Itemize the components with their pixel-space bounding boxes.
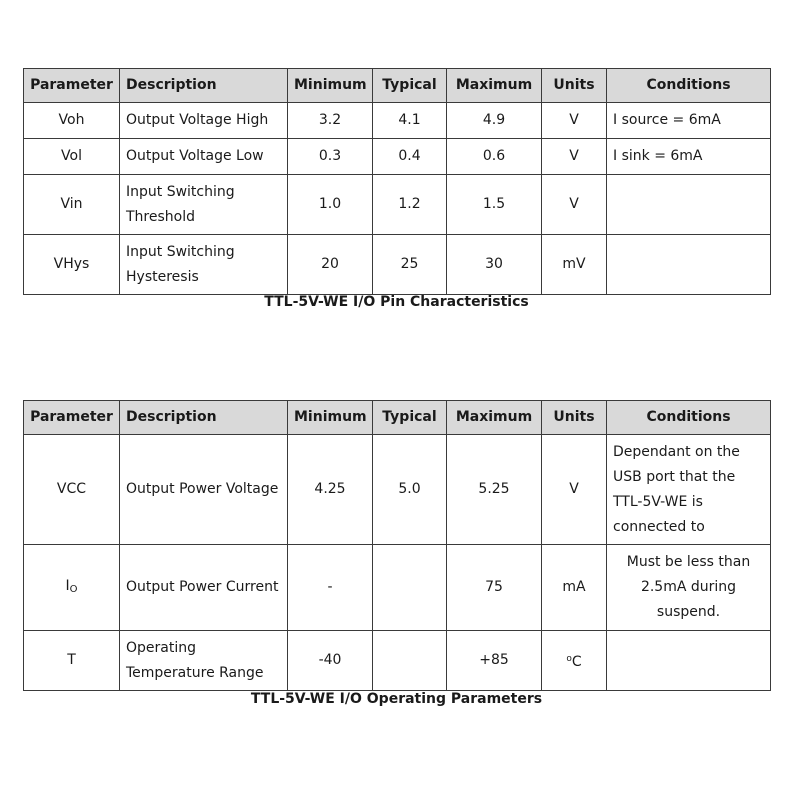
units-main: C xyxy=(571,653,582,670)
description-cell: Input Switching Hysteresis xyxy=(120,235,288,295)
param-subscript: O xyxy=(69,583,78,595)
minimum-cell: 3.2 xyxy=(288,103,373,139)
conditions-cell: Must be less than 2.5mA during suspend. xyxy=(607,545,771,631)
table-row xyxy=(24,175,771,235)
param-cell: T xyxy=(24,631,120,691)
param-cell: Voh xyxy=(24,103,120,139)
table-row xyxy=(24,435,771,545)
minimum-cell: - xyxy=(288,545,373,631)
degree-superscript: o xyxy=(566,653,572,664)
maximum-cell: 75 xyxy=(447,545,542,631)
description-cell: Output Power Voltage xyxy=(120,435,288,545)
conditions-cell: I sink = 6mA xyxy=(607,139,771,175)
table-header-row xyxy=(24,69,771,103)
header-maximum: Maximum xyxy=(447,401,542,435)
maximum-cell: 30 xyxy=(447,235,542,295)
description-cell: Input Switching Threshold xyxy=(120,175,288,235)
operating-parameters-table xyxy=(23,400,771,691)
conditions-cell xyxy=(607,631,771,691)
typical-cell: 4.1 xyxy=(373,103,447,139)
header-conditions: Conditions xyxy=(607,69,771,103)
minimum-cell: 20 xyxy=(288,235,373,295)
conditions-cell xyxy=(607,235,771,295)
minimum-cell: -40 xyxy=(288,631,373,691)
table-caption: TTL-5V-WE I/O Operating Parameters xyxy=(250,691,543,707)
param-cell: Vol xyxy=(24,139,120,175)
units-cell: V xyxy=(542,103,607,139)
units-cell: V xyxy=(542,435,607,545)
minimum-cell: 1.0 xyxy=(288,175,373,235)
typical-cell xyxy=(373,631,447,691)
units-cell xyxy=(542,631,607,691)
table-row xyxy=(24,545,771,631)
param-cell xyxy=(24,545,120,631)
minimum-cell: 0.3 xyxy=(288,139,373,175)
typical-cell: 0.4 xyxy=(373,139,447,175)
units-cell: V xyxy=(542,175,607,235)
table-row xyxy=(24,103,771,139)
header-maximum: Maximum xyxy=(447,69,542,103)
maximum-cell: 4.9 xyxy=(447,103,542,139)
param-main: I xyxy=(65,577,70,594)
header-parameter: Parameter xyxy=(24,69,120,103)
maximum-cell: 5.25 xyxy=(447,435,542,545)
maximum-cell: +85 xyxy=(447,631,542,691)
table-row xyxy=(24,631,771,691)
param-cell: Vin xyxy=(24,175,120,235)
table-header-row xyxy=(24,401,771,435)
description-cell: Output Voltage High xyxy=(120,103,288,139)
maximum-cell: 1.5 xyxy=(447,175,542,235)
table-caption: TTL-5V-WE I/O Pin Characteristics xyxy=(264,294,529,310)
units-cell: mV xyxy=(542,235,607,295)
header-description: Description xyxy=(120,69,288,103)
typical-cell: 1.2 xyxy=(373,175,447,235)
header-minimum: Minimum xyxy=(288,69,373,103)
units-cell: mA xyxy=(542,545,607,631)
conditions-cell: I source = 6mA xyxy=(607,103,771,139)
units-cell: V xyxy=(542,139,607,175)
header-description: Description xyxy=(120,401,288,435)
header-units: Units xyxy=(542,69,607,103)
description-cell: Operating Temperature Range xyxy=(120,631,288,691)
description-cell: Output Power Current xyxy=(120,545,288,631)
typical-cell xyxy=(373,545,447,631)
table-row xyxy=(24,139,771,175)
param-cell: VCC xyxy=(24,435,120,545)
maximum-cell: 0.6 xyxy=(447,139,542,175)
conditions-cell xyxy=(607,175,771,235)
table-row xyxy=(24,235,771,295)
header-units: Units xyxy=(542,401,607,435)
typical-cell: 25 xyxy=(373,235,447,295)
minimum-cell: 4.25 xyxy=(288,435,373,545)
param-cell: VHys xyxy=(24,235,120,295)
header-minimum: Minimum xyxy=(288,401,373,435)
header-conditions: Conditions xyxy=(607,401,771,435)
typical-cell: 5.0 xyxy=(373,435,447,545)
conditions-cell: Dependant on the USB port that the TTL-5V-WE is connected to xyxy=(607,435,771,545)
pin-characteristics-table xyxy=(23,68,771,295)
description-cell: Output Voltage Low xyxy=(120,139,288,175)
header-typical: Typical xyxy=(373,401,447,435)
header-typical: Typical xyxy=(373,69,447,103)
header-parameter: Parameter xyxy=(24,401,120,435)
